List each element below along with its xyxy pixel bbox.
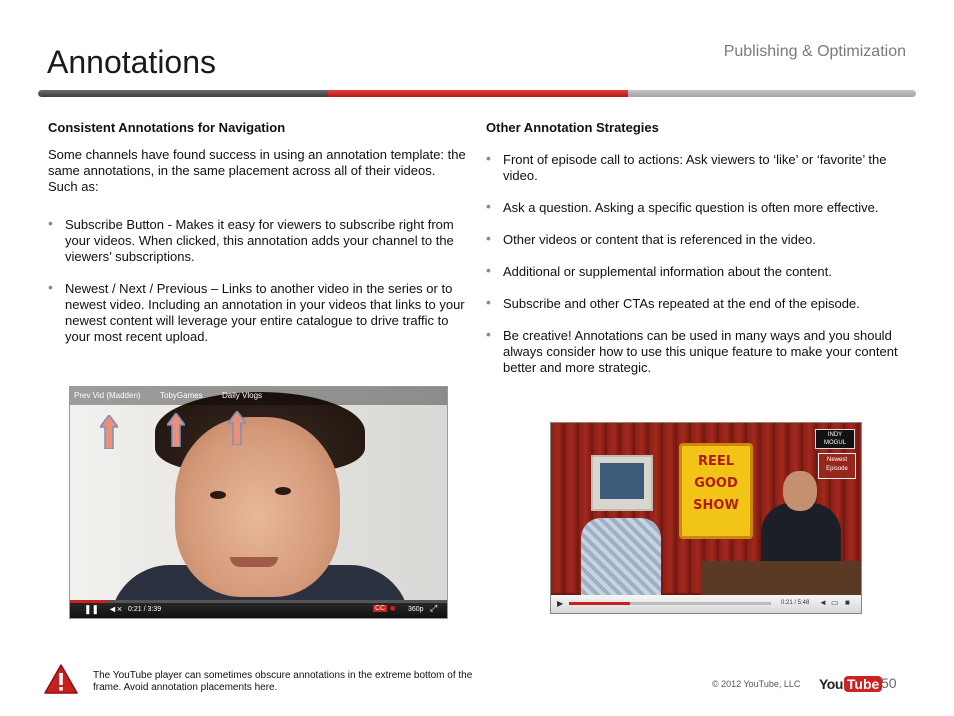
left-column (48, 120, 468, 361)
annotations-icon[interactable]: ■ (390, 603, 396, 613)
list-item-text: Subscribe Button - Makes it easy for viewers to subscribe right from your videos. When clicked, this annotation adds your channel to the viewers’ subscriptions. (65, 217, 454, 264)
list-item (48, 217, 468, 265)
list-item-text: Be creative! Annotations can be used in many ways and you should always consider how to use this unique feature to make your content better and more strategic. (503, 328, 898, 375)
video-subject-right-head (783, 471, 817, 511)
progress-fill (70, 600, 108, 603)
copyright: © 2012 YouTube, LLC (712, 679, 801, 689)
captions-button[interactable]: CC (375, 605, 386, 612)
bullet-icon: • (486, 198, 491, 214)
channel-logo-line: INDY (827, 432, 843, 438)
progress-bar[interactable] (569, 602, 771, 605)
bullet-icon: • (486, 262, 491, 278)
divider-segment-dark (38, 90, 328, 97)
list-item (486, 152, 911, 184)
volume-icon[interactable]: ◄ (819, 598, 827, 607)
list-item (486, 328, 911, 376)
bullet-icon: • (486, 294, 491, 310)
video-desk (701, 561, 861, 595)
video-subject-face (175, 417, 340, 597)
list-item (486, 264, 911, 280)
monitor-screen (600, 463, 644, 499)
list-item-text: Front of episode call to actions: Ask viewers to ‘like’ or ‘favorite’ the video. (503, 152, 887, 183)
list-item-text: Subscribe and other CTAs repeated at the end of the episode. (503, 296, 860, 311)
video-subject-mouth (230, 557, 278, 567)
page-number: 50 (881, 675, 897, 691)
newest-episode-line: Episode (826, 466, 848, 472)
video-subject-eye (275, 487, 291, 495)
show-sign-line: SHOW (693, 498, 739, 513)
youtube-logo (819, 675, 882, 693)
progress-fill (569, 602, 630, 605)
channel-logo-line: MOGUL (823, 440, 846, 446)
right-heading: Other Annotation Strategies (486, 120, 659, 135)
player-control-bar (70, 600, 447, 618)
list-item (486, 296, 911, 312)
list-item-text: Newest / Next / Previous – Links to another video in the series or to newest video. Including an annotation in your videos that links to your newest content will leverage your entire catalogue to drive traffic to your most recent upload. (65, 281, 465, 344)
logo-text-tube: Tube (844, 676, 882, 692)
divider-segment-red (328, 90, 628, 97)
monitor-head (591, 455, 653, 511)
annotation-link-bar (70, 387, 447, 405)
list-item-text: Additional or supplemental information about the content. (503, 264, 832, 279)
warning-icon (44, 664, 78, 694)
volume-icon[interactable]: ◄× (108, 604, 123, 614)
list-item-text: Ask a question. Asking a specific question is often more effective. (503, 200, 879, 215)
video-player-show-example[interactable] (550, 422, 862, 614)
slide-title: Annotations (47, 44, 217, 80)
arrow-up-icon (228, 411, 246, 445)
annotation-link-channel[interactable]: TobyGames (160, 391, 203, 400)
channel-logo (815, 429, 855, 449)
play-icon[interactable]: ▶ (557, 599, 564, 608)
arrow-up-icon (100, 415, 118, 449)
video-player-annotation-example[interactable] (69, 386, 448, 619)
newest-episode-annotation[interactable] (818, 453, 856, 479)
annotation-link-vlogs[interactable]: Daily Vlogs (222, 391, 263, 400)
show-sign-line: GOOD (694, 476, 738, 491)
settings-icon[interactable]: ▭ (831, 598, 839, 607)
left-bullet-list (48, 217, 468, 345)
bullet-icon: • (486, 326, 491, 342)
time-display: 0:21 / 3:39 (128, 606, 162, 613)
left-heading: Consistent Annotations for Navigation (48, 120, 286, 135)
bullet-icon: • (486, 230, 491, 246)
show-sign-line: REEL (697, 454, 735, 469)
fullscreen-icon[interactable]: ⤢ (430, 603, 438, 613)
section-label: Publishing & Optimization (723, 43, 906, 60)
list-item (486, 232, 911, 248)
arrow-up-icon (167, 413, 185, 447)
pause-icon[interactable]: ❚❚ (84, 604, 100, 614)
right-column (486, 120, 911, 392)
fullscreen-icon[interactable]: ■ (845, 598, 850, 607)
video-subject-left (581, 518, 661, 598)
bullet-icon: • (48, 215, 53, 231)
list-item (48, 281, 468, 345)
left-intro: Some channels have found success in using an annotation template: the same annotations, in the same placement across all of their videos. Such as: (48, 147, 466, 194)
time-display: 0:21 / 5:48 (781, 600, 810, 606)
bullet-icon: • (48, 279, 53, 295)
quality-button[interactable]: 360p (408, 606, 424, 613)
warning-note: The YouTube player can sometimes obscure annotations in the extreme bottom of the frame. Avoid annotation placements here. (93, 670, 473, 693)
list-item (486, 200, 911, 216)
title-divider (38, 90, 916, 97)
show-sign (679, 443, 753, 539)
logo-text-you: You (819, 676, 843, 692)
divider-segment-gray (628, 90, 916, 97)
list-item-text: Other videos or content that is referenced in the video. (503, 232, 816, 247)
newest-episode-line: Newest (826, 457, 847, 463)
bullet-icon: • (486, 150, 491, 166)
annotation-link-prev[interactable]: Prev Vid (Madden) (74, 391, 141, 400)
right-bullet-list (486, 152, 911, 376)
player-control-bar (551, 595, 861, 613)
video-subject-eye (210, 491, 226, 499)
